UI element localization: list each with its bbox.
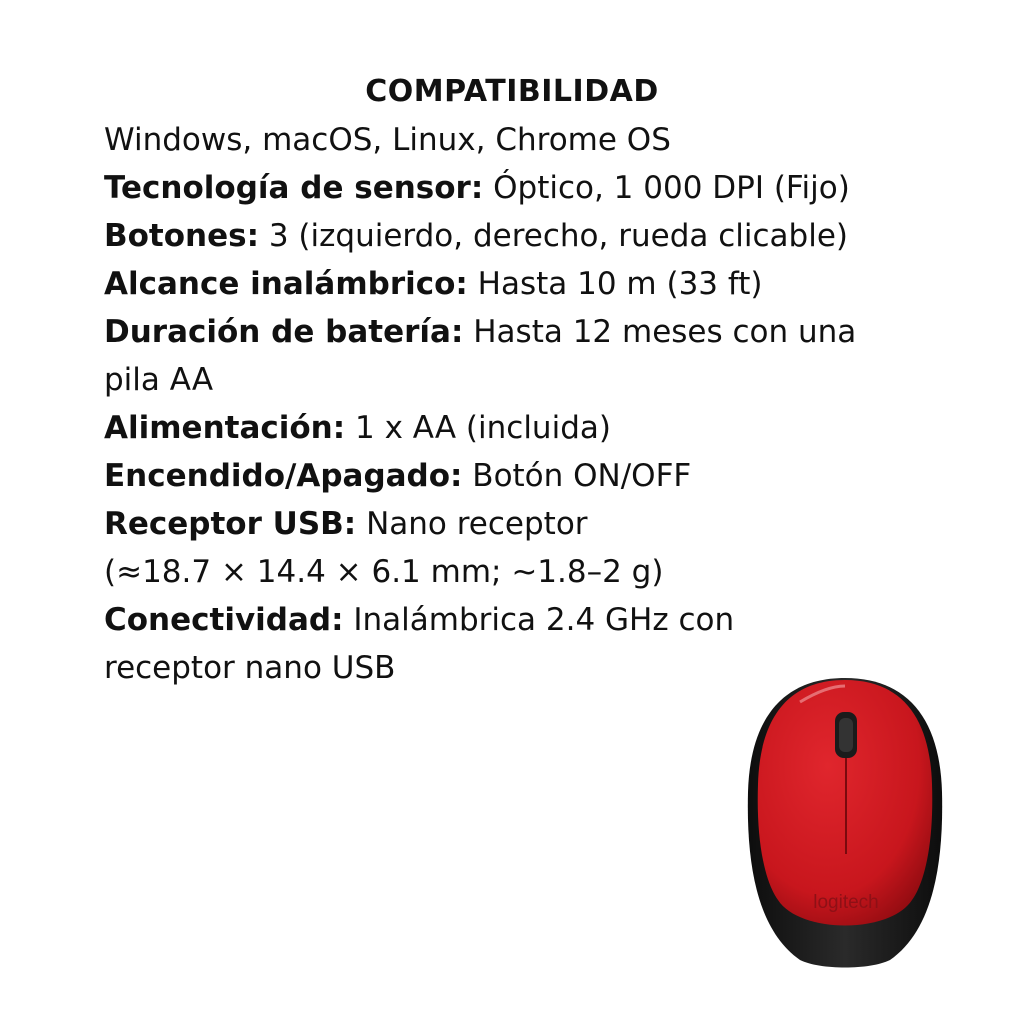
spec-value: Nano receptor — [366, 506, 588, 542]
page-title: COMPATIBILIDAD — [365, 74, 659, 109]
spec-battery-cont: pila AA — [104, 362, 214, 398]
spec-label: Duración de batería: — [104, 314, 464, 350]
spec-label: Alcance inalámbrico: — [104, 266, 468, 302]
spec-label: Encendido/Apagado: — [104, 458, 463, 494]
spec-list — [104, 116, 904, 692]
spec-value: Botón ON/OFF — [472, 458, 692, 494]
compat-line: Windows, macOS, Linux, Chrome OS — [104, 122, 671, 158]
spec-label: Alimentación: — [104, 410, 346, 446]
spec-power — [104, 404, 904, 452]
spec-buttons — [104, 212, 904, 260]
spec-value: Hasta 12 meses con una — [473, 314, 857, 350]
spec-receiver — [104, 500, 904, 548]
spec-range — [104, 260, 904, 308]
spec-value: Inalámbrica 2.4 GHz con — [353, 602, 735, 638]
spec-value: Hasta 10 m (33 ft) — [477, 266, 763, 302]
mouse-product-image — [740, 672, 950, 972]
spec-label: Conectividad: — [104, 602, 344, 638]
spec-switch — [104, 452, 904, 500]
spec-connectivity — [104, 596, 904, 644]
logitech-logo: logitech — [813, 892, 879, 913]
spec-value: Óptico, 1 000 DPI (Fijo) — [493, 170, 850, 206]
spec-battery — [104, 308, 904, 356]
spec-value: 1 x AA (incluida) — [355, 410, 611, 446]
spec-label: Botones: — [104, 218, 259, 254]
spec-label: Receptor USB: — [104, 506, 357, 542]
spec-receiver-cont: (≈18.7 × 14.4 × 6.1 mm; ~1.8–2 g) — [104, 554, 664, 590]
spec-value: 3 (izquierdo, derecho, rueda clicable) — [268, 218, 848, 254]
spec-label: Tecnología de sensor: — [104, 170, 484, 206]
spec-connectivity-cont: receptor nano USB — [104, 650, 396, 686]
spec-sensor — [104, 164, 904, 212]
